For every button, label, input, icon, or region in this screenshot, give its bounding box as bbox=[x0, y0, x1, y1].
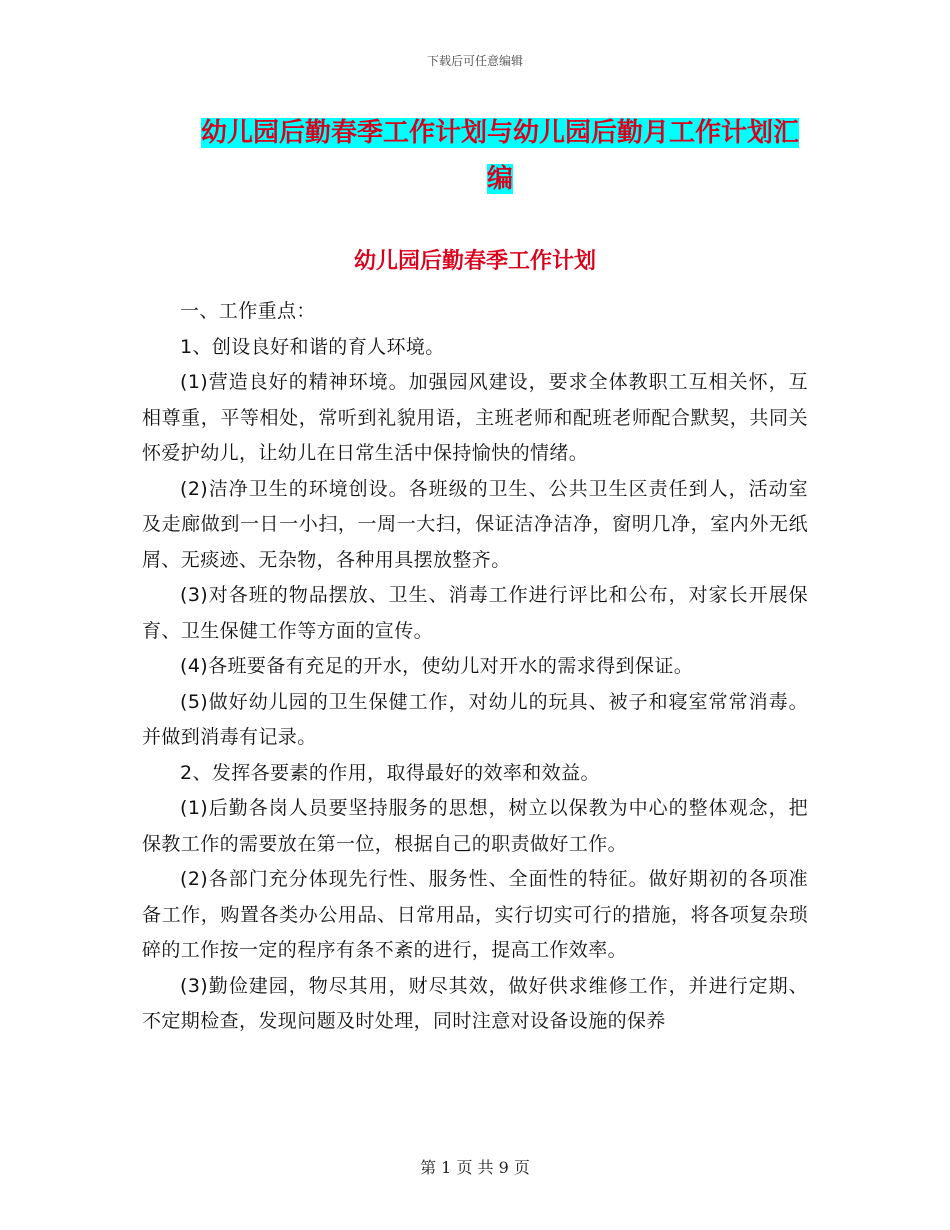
paragraph: (3)对各班的物品摆放、卫生、消毒工作进行评比和公布，对家长开展保育、卫生保健工作等方面的宣传。 bbox=[142, 584, 808, 642]
header-note: 下载后可任意编辑 bbox=[426, 54, 523, 68]
paragraph: (1)后勤各岗人员要坚持服务的思想，树立以保教为中心的整体观念，把保教工作的需要放在第一位，根据自己的职责做好工作。 bbox=[142, 797, 808, 855]
paragraph: (5)做好幼儿园的卫生保健工作，对幼儿的玩具、被子和寝室常常消毒。并做到消毒有记录。 bbox=[142, 690, 808, 748]
paragraph: 一、工作重点： bbox=[180, 300, 316, 322]
paragraph: (3)勤俭建园，物尽其用，财尽其效，做好供求维修工作，并进行定期、不定期检查，发现问题及时处理，同时注意对设备设施的保养 bbox=[142, 974, 808, 1032]
paragraph: (4)各班要备有充足的开水，使幼儿对开水的需求得到保证。 bbox=[180, 655, 694, 677]
paragraph: 1、创设良好和谐的育人环境。 bbox=[180, 335, 445, 358]
paragraph: (2)洁净卫生的环境创设。各班级的卫生、公共卫生区责任到人，活动室及走廊做到一日一小扫，一周一大扫，保证洁净洁净，窗明几净，室内外无纸屑、无痰迹、无杂物，各种用具摆放整齐。 bbox=[142, 477, 808, 571]
paragraph: 2、发挥各要素的作用，取得最好的效率和效益。 bbox=[180, 761, 600, 784]
section-title: 幼儿园后勤春季工作计划 bbox=[353, 249, 596, 274]
paragraph: (1)营造良好的精神环境。加强园风建设，要求全体教职工互相关怀，互相尊重，平等相处，常听到礼貌用语，主班老师和配班老师配合默契，共同关怀爱护幼儿，让幼儿在日常生活中保持愉快的情绪。 bbox=[142, 371, 808, 464]
page-number: 第 1 页 共 9 页 bbox=[420, 1158, 530, 1177]
document-title-highlight: 幼儿园后勤春季工作计划与幼儿园后勤月工作计划汇编 bbox=[200, 118, 799, 194]
document-title bbox=[190, 110, 810, 202]
paragraph: (2)各部门充分体现先行性、服务性、全面性的特征。做好期初的各项准备工作，购置各类办公用品、日常用品，实行切实可行的措施，将各项复杂琐碎的工作按一定的程序有条不紊的进行，提高工作效率。 bbox=[142, 868, 808, 961]
document-body bbox=[142, 294, 808, 1040]
